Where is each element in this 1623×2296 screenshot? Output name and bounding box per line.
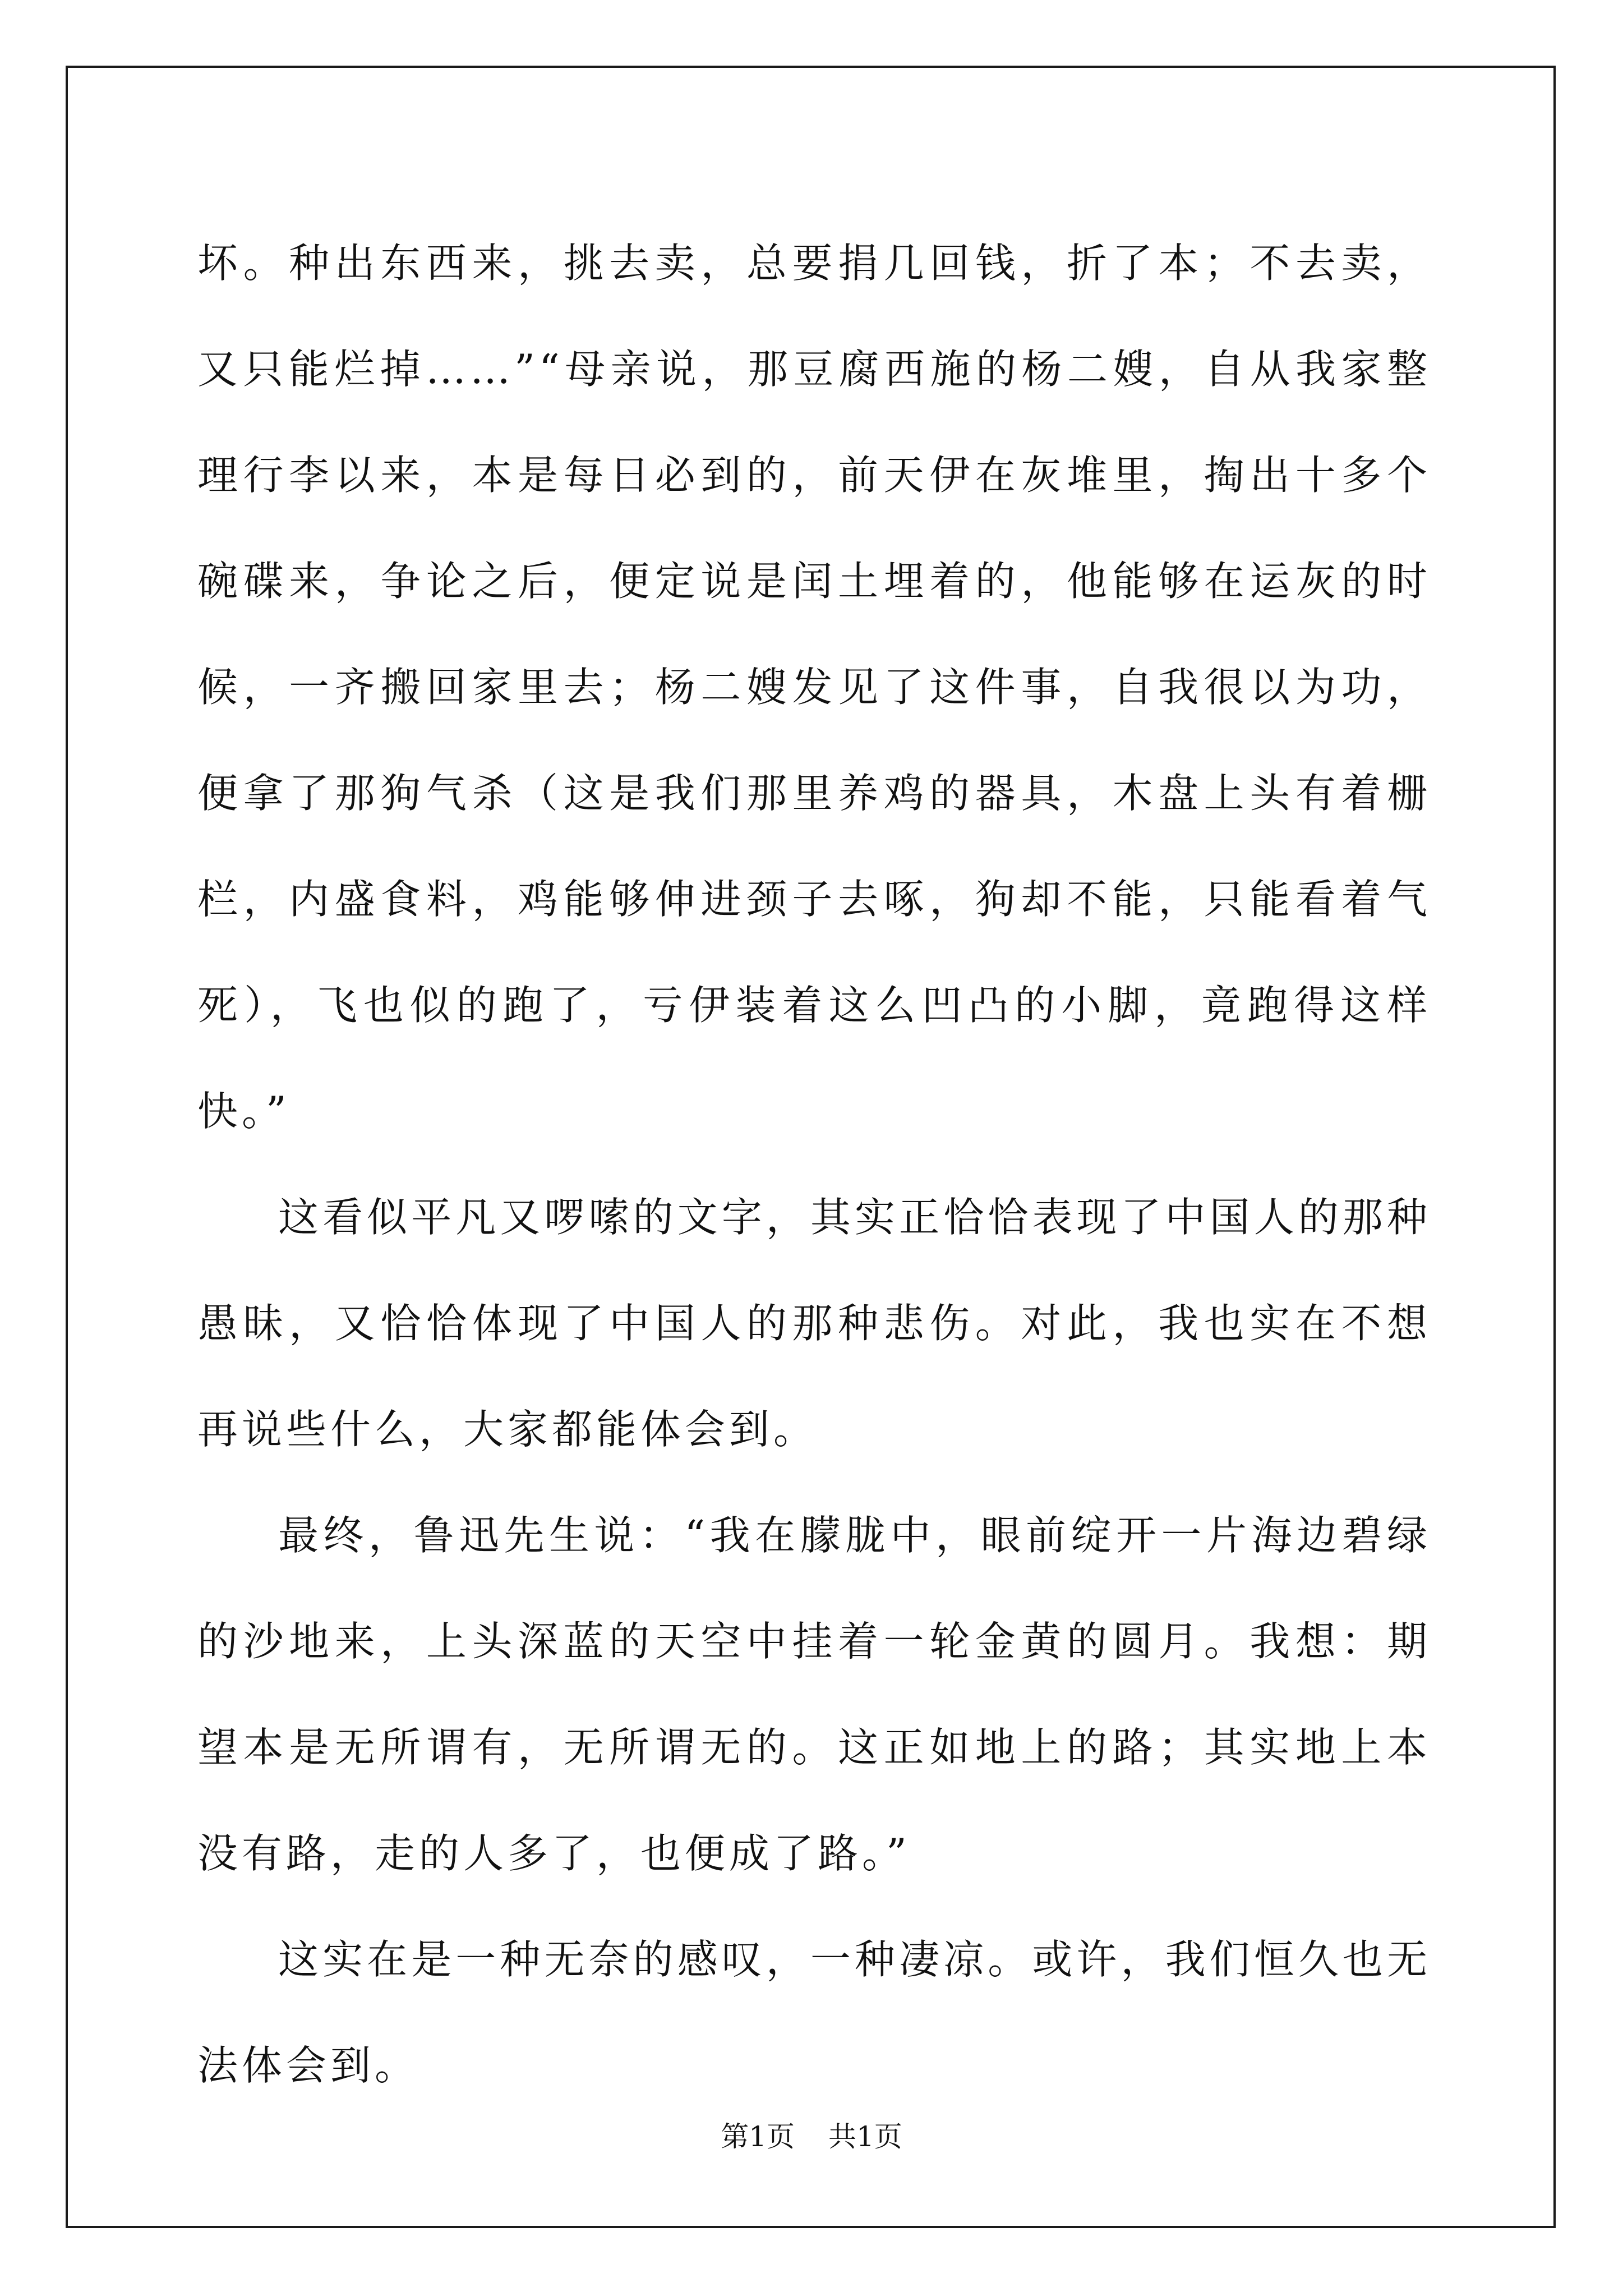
page-footer (0, 2120, 1623, 2154)
paragraph-continuation: 坏。种出东西来，挑去卖，总要捐几回钱，折了本；不去卖，又只能烂掉……”“母亲说，那豆腐西施的杨二嫂，自从我家整理行李以来，本是每日必到的，前天伊在灰堆里，掏出十多个碗碟来，争论之后，便定说是闰土埋着的，他能够在运灰的时候，一齐搬回家里去；杨二嫂发见了这件事，自我很以为功，便拿了那狗气杀（这是我们那里养鸡的器具，木盘上头有着栅栏，内盛食料，鸡能够伸进颈子去啄，狗却不能，只能看着气死），飞也似的跑了，亏伊装着这么凹凸的小脚，竟跑得这样快。” (197, 240, 1431, 1135)
paragraph: 这看似平凡又啰嗦的文字，其实正恰恰表现了中国人的那种愚昧，又恰恰体现了中国人的那种悲伤。对此，我也实在不想再说些什么，大家都能体会到。 (197, 1194, 1431, 1453)
page-number: 第1页 (721, 2120, 795, 2153)
page-total: 共1页 (828, 2120, 902, 2153)
paragraph: 这实在是一种无奈的感叹，一种凄凉。或许，我们恒久也无法体会到。 (197, 1936, 1431, 2089)
paragraph: 最终，鲁迅先生说：“我在朦胧中，眼前绽开一片海边碧绿的沙地来，上头深蓝的天空中挂着一轮金黄的圆月。我想：期望本是无所谓有，无所谓无的。这正如地上的路；其实地上本没有路，走的人多了，也便成了路。” (197, 1512, 1431, 1877)
document-body (197, 210, 1431, 2119)
